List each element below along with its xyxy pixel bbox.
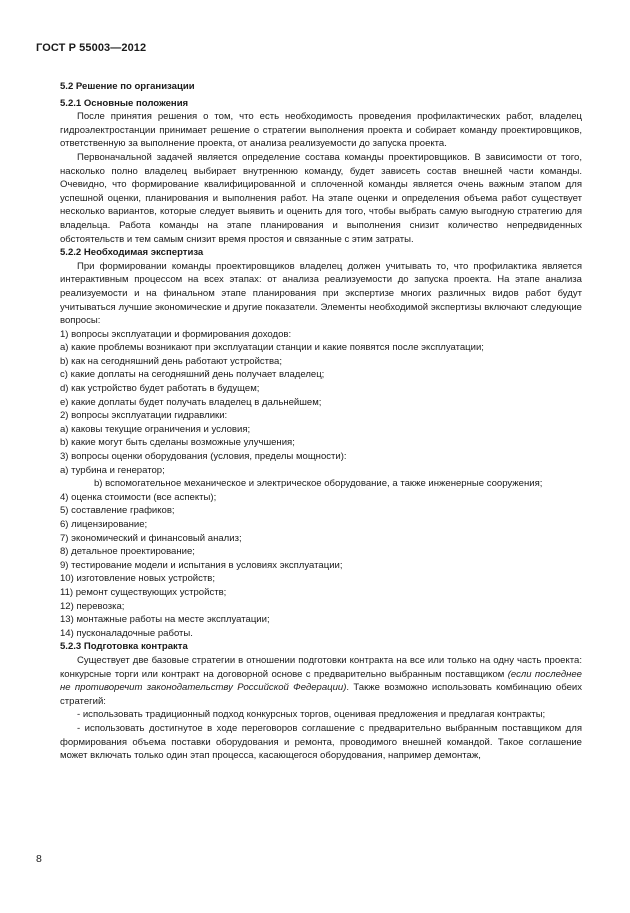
- list-item: 4) оценка стоимости (все аспекты);: [60, 491, 217, 503]
- list-item: 2) вопросы эксплуатации гидравлики:: [60, 410, 228, 422]
- list-item: 5) составление графиков;: [60, 505, 175, 517]
- list-subitem: a) каковы текущие ограничения и условия;: [60, 423, 251, 435]
- paragraph-text: . Также возможно использовать комбинацию обеих стратегий:: [60, 682, 582, 707]
- paragraph: Первоначальной задачей является определение состава команды проектировщиков. В зависимости от того, насколько полно владелец выбирает внутреннюю команду, будет зависеть состав внешней части команды. Очевидно, что формирование квалифицированной и сплоченной команды является очень важным этапом для успешной оценки, планирования и выполнения работ. На этапе оценки и определения объема работ существует несколько вариантов, которые следует выявить и оценить для того, чтобы выбрать самую выгодную стратегию для владельца. Работа команды на этапе планирования и выполнения снизит количество непредвиденных обстоятельств и тем самым снизит время простоя и связанные с этим затраты.: [60, 151, 582, 245]
- dash-item: - использовать достигнутое в ходе переговоров соглашение с предварительно выбранным поставщиком для формирования объема поставки оборудования и ремонта, проводимого внешней командой. Такое соглашение может включать только один этап процесса, касающегося оборудования, например демонтаж,: [60, 722, 582, 762]
- section-5-2-1-title: 5.2.1 Основные положения: [60, 97, 189, 109]
- paragraph-text: Существует две базовые стратегии в отношении подготовки контракта на все или только на одну часть проекта: конкурсные торги или контракт на договорной основе с предварительно выбранным поставщиком: [60, 654, 582, 680]
- list-subitem: b) как на сегодняшний день работают устройства;: [60, 355, 282, 367]
- list-subitem: a) какие проблемы возникают при эксплуатации станции и какие появятся после эксплуатации;: [60, 342, 484, 354]
- list-item: 8) детальное проектирование;: [60, 546, 195, 558]
- list-subitem: b) какие могут быть сделаны возможные улучшения;: [60, 437, 295, 449]
- list-subitem: b) вспомогательное механическое и электрическое оборудование, а также инженерные сооружения;: [94, 478, 543, 490]
- list-subitem: d) как устройство будет работать в будущем;: [60, 383, 260, 395]
- list-subitem: e) какие доплаты будет получать владелец в дальнейшем;: [60, 396, 322, 408]
- paragraph: При формировании команды проектировщиков владелец должен учитывать то, что профилактика является интерактивным процессом на всех этапах: от анализа реализуемости до запуска проекта. На этапе анализа реализуемости и на финальном этапе планирования при экспертизе многих различных видов работ будут учитываться лучшие экономические и другие показатели. Элементы необходимой экспертизы включают следующие вопросы:: [60, 260, 582, 327]
- list-subitem: a) турбина и генератор;: [60, 464, 165, 476]
- paragraph: [60, 654, 582, 708]
- list-item: 1) вопросы эксплуатации и формирования доходов:: [60, 328, 292, 340]
- list-item: 6) лицензирование;: [60, 519, 148, 530]
- italic-note: (если последнее не противоречит законодательству Российской Федерации): [60, 668, 582, 694]
- document-body: [60, 80, 582, 763]
- section-5-2-2-title: 5.2.2 Необходимая экспертиза: [60, 247, 204, 259]
- list-item: 3) вопросы оценки оборудования (условия, пределы мощности):: [60, 451, 347, 463]
- list-item: 13) монтажные работы на месте эксплуатации;: [60, 614, 270, 626]
- paragraph: После принятия решения о том, что есть необходимость проведения профилактических работ, владелец гидроэлектростанции принимает решение о стратегии выполнения проекта и собирает команду проектировщиков, ответственную за выполнение проекта, от анализа реализуемости до запуска проекта.: [60, 111, 582, 150]
- list-item: 14) пусконаладочные работы.: [60, 627, 193, 639]
- section-5-2-3-title: 5.2.3 Подготовка контракта: [60, 641, 188, 653]
- document-code-header: ГОСТ Р 55003—2012: [36, 42, 147, 54]
- list-item: 7) экономический и финансовый анализ;: [60, 532, 242, 544]
- list-item: 10) изготовление новых устройств;: [60, 573, 215, 585]
- list-item: 11) ремонт существующих устройств;: [60, 586, 227, 598]
- list-subitem: c) какие доплаты на сегодняшний день получает владелец;: [60, 369, 325, 381]
- page-number: 8: [36, 853, 42, 865]
- list-item: 9) тестирование модели и испытания в условиях эксплуатации;: [60, 559, 343, 571]
- dash-item: - использовать традиционный подход конкурсных торгов, оценивая предложения и предлагая контракты;: [77, 709, 546, 721]
- list-item: 12) перевозка;: [60, 600, 125, 612]
- section-5-2-title: 5.2 Решение по организации: [60, 81, 195, 92]
